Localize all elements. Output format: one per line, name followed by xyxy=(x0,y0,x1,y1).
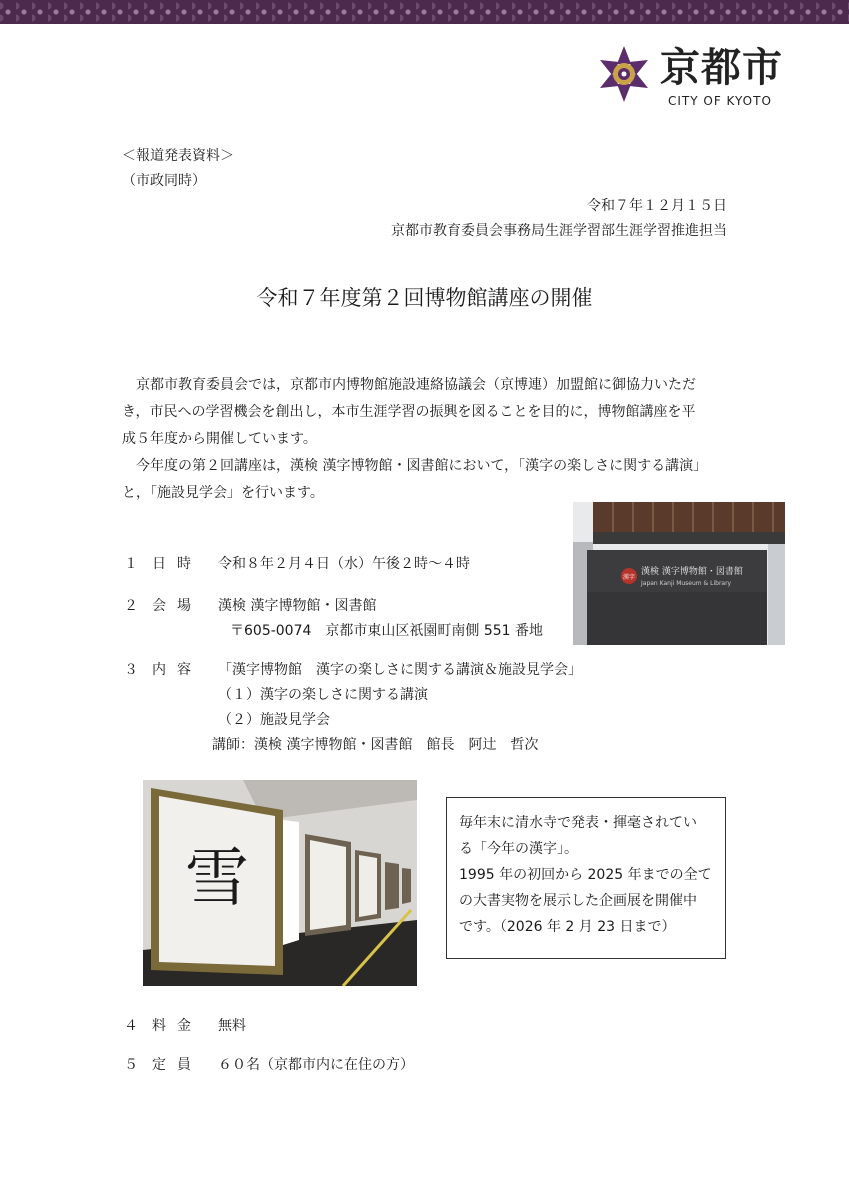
sign-text: 漢検 漢字博物館・図書館 xyxy=(641,567,743,577)
issuer: 京都市教育委員会事務局生涯学習部生涯学習推進担当 xyxy=(391,223,727,239)
logo-name: 京都市 xyxy=(660,44,783,91)
content-title: 「漢字博物館 漢字の楽しさに関する講演＆施設見学会」 xyxy=(218,662,582,678)
release-date: 令和７年１２月１５日 xyxy=(587,198,727,214)
intro-line: と，「施設見学会」を行います。 xyxy=(122,485,324,501)
item-label: 日時 xyxy=(152,556,202,572)
callout-line: 1995 年の初回から 2025 年までの全て xyxy=(459,867,712,883)
item-number: １ xyxy=(124,556,138,572)
callout-line: 毎年末に清水寺で発表・揮毫されてい xyxy=(459,815,697,831)
release-type: ＜報道発表資料＞ xyxy=(122,148,234,164)
capacity-value: ６０名（京都市内に在住の方） xyxy=(218,1057,414,1073)
intro-line: き，市民への学習機会を創出し，本市生涯学習の振興を図ることを目的に，博物館講座を平 xyxy=(122,404,696,420)
item-number: ３ xyxy=(124,662,138,678)
callout-line: です。（2026 年 2 月 23 日まで） xyxy=(459,919,676,935)
intro-line: 成５年度から開催しています。 xyxy=(122,431,317,447)
lecturer: 講師：漢検 漢字博物館・図書館 館長 阿辻 哲次 xyxy=(212,737,539,753)
venue-name: 漢検 漢字博物館・図書館 xyxy=(218,598,377,614)
item-number: ２ xyxy=(124,598,138,614)
logo-subtitle: CITY OF KYOTO xyxy=(668,94,772,108)
kyoto-city-logo xyxy=(598,44,788,110)
exhibition-callout xyxy=(446,797,726,959)
exhibition-gallery-photo xyxy=(143,780,417,986)
decorative-border xyxy=(0,0,849,24)
intro-line: 今年度の第２回講座は，漢検 漢字博物館・図書館において，「漢字の楽しさに関する講演」 xyxy=(136,458,708,474)
intro-line: 京都市教育委員会では，京都市内博物館施設連絡協議会（京博連）加盟館に御協力いただ xyxy=(136,377,696,393)
museum-building-photo xyxy=(573,502,785,645)
content-sub-item: （２）施設見学会 xyxy=(218,712,330,728)
fee-value: 無料 xyxy=(218,1018,246,1034)
item-label: 会場 xyxy=(152,598,202,614)
event-date: 令和８年２月４日（水）午後２時～４時 xyxy=(218,556,470,572)
content-sub-item: （１）漢字の楽しさに関する講演 xyxy=(218,687,428,703)
item-label: 内容 xyxy=(152,662,202,678)
item-number: ５ xyxy=(124,1057,138,1073)
callout-line: る「今年の漢字」。 xyxy=(459,841,578,857)
calligraphy-character: 雪 xyxy=(185,842,249,916)
kyoto-emblem-icon xyxy=(598,44,650,104)
venue-address: 〒605-0074 京都市東山区祇園町南側 551 番地 xyxy=(230,623,544,639)
page-title: 令和７年度第２回博物館講座の開催 xyxy=(256,286,593,310)
intro-text xyxy=(122,372,732,507)
sign-subtext: Japan Kanji Museum & Library xyxy=(641,580,732,587)
simultaneous-note: （市政同時） xyxy=(122,173,206,189)
item-number: ４ xyxy=(124,1018,138,1034)
callout-line: の大書実物を展示した企画展を開催中 xyxy=(459,893,697,909)
sign-mark: 漢字 xyxy=(622,574,636,581)
item-label: 定員 xyxy=(152,1057,202,1073)
item-label: 料金 xyxy=(152,1018,202,1034)
